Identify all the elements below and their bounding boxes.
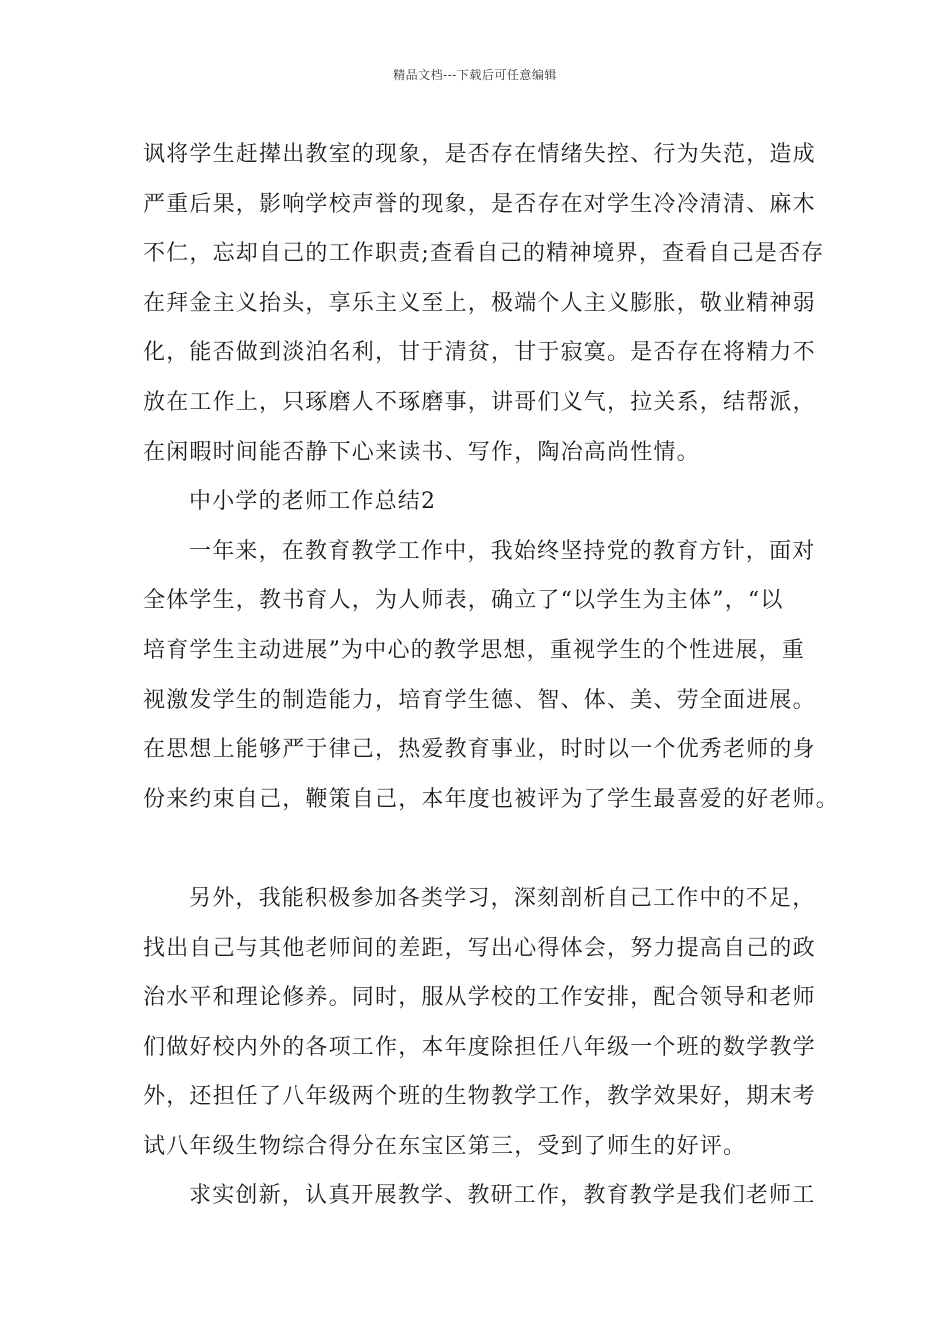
section-heading: 中小学的老师工作总结2 bbox=[189, 489, 437, 515]
text-line: 视激发学生的制造能力，培育学生德、智、体、美、劳全面进展。 bbox=[143, 687, 816, 713]
text-line: 全体学生，教书育人，为人师表，确立了“以学生为主体”，“以 bbox=[143, 588, 784, 614]
text-line: 化，能否做到淡泊名利，甘于清贫，甘于寂寞。是否存在将精力不 bbox=[143, 340, 816, 366]
text-line: 们做好校内外的各项工作，本年度除担任八年级一个班的数学教学 bbox=[143, 1034, 816, 1060]
text-line: 放在工作上，只琢磨人不琢磨事，讲哥们义气，拉关系，结帮派， bbox=[143, 389, 816, 415]
page-header: 精品文档---下载后可任意编辑 bbox=[393, 68, 557, 82]
text-line: 求实创新，认真开展教学、教研工作，教育教学是我们老师工 bbox=[189, 1183, 816, 1209]
text-line: 试八年级生物综合得分在东宝区第三，受到了师生的好评。 bbox=[143, 1133, 747, 1159]
text-line: 讽将学生赶撵出教室的现象，是否存在情绪失控、行为失范，造成 bbox=[143, 142, 816, 167]
document-body bbox=[143, 130, 840, 1221]
text-line: 不仁，忘却自己的工作职责;查看自己的精神境界，查看自己是否存 bbox=[143, 241, 825, 267]
text-line: 一年来，在教育教学工作中，我始终坚持党的教育方针，面对 bbox=[189, 538, 816, 564]
text-line: 培育学生主动进展”为中心的教学思想，重视学生的个性进展，重 bbox=[143, 637, 806, 663]
text-line: 在拜金主义抬头，享乐主义至上，极端个人主义膨胀，敬业精神弱 bbox=[143, 290, 816, 316]
text-line: 治水平和理论修养。同时，服从学校的工作安排，配合领导和老师 bbox=[143, 985, 816, 1011]
text-line: 在闲暇时间能否静下心来读书、写作，陶冶高尚性情。 bbox=[143, 439, 700, 465]
text-line: 外，还担任了八年级两个班的生物教学工作，教学效果好，期末考 bbox=[143, 1084, 816, 1110]
text-line: 在思想上能够严于律己，热爱教育事业，时时以一个优秀老师的身 bbox=[143, 737, 816, 763]
text-line: 份来约束自己，鞭策自己，本年度也被评为了学生最喜爱的好老师。 bbox=[143, 786, 840, 812]
text-line: 找出自己与其他老师间的差距，写出心得体会，努力提高自己的政 bbox=[143, 935, 816, 961]
text-line: 另外，我能积极参加各类学习，深刻剖析自己工作中的不足， bbox=[189, 885, 816, 911]
text-line: 严重后果，影响学校声誉的现象，是否存在对学生冷冷清清、麻木 bbox=[143, 191, 816, 217]
paragraph-gap bbox=[143, 824, 833, 874]
